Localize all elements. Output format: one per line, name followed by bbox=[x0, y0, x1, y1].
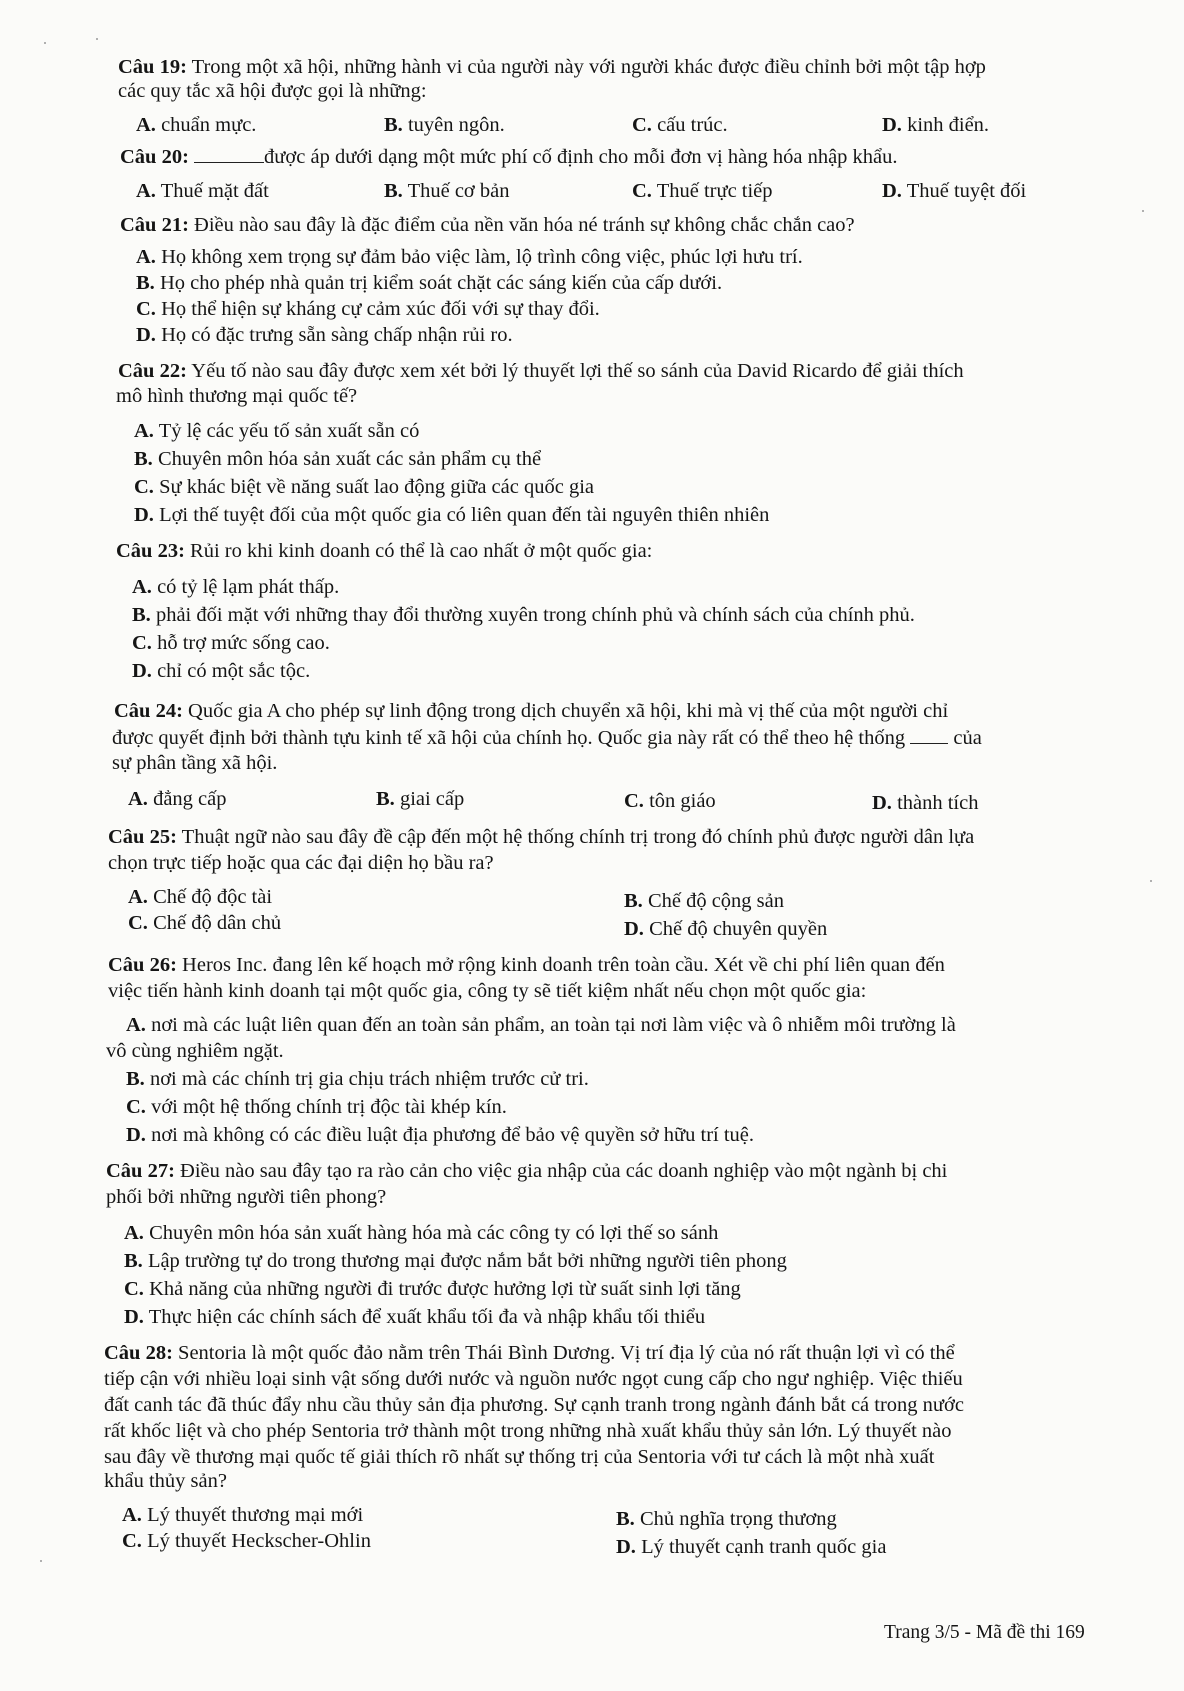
option-c[interactable]: C. cấu trúc. bbox=[632, 114, 728, 136]
question-stem bbox=[120, 214, 855, 236]
option-b[interactable]: B. Thuế cơ bản bbox=[384, 180, 510, 202]
option-d[interactable]: D. Chế độ chuyên quyền bbox=[624, 918, 828, 940]
question-label: Câu 28: bbox=[104, 1342, 173, 1364]
page-footer: Trang 3/5 - Mã đề thi 169 bbox=[884, 1622, 1085, 1643]
option-a[interactable]: A. chuẩn mực. bbox=[136, 114, 257, 136]
option-a[interactable]: A. Tỷ lệ các yếu tố sản xuất sẵn có bbox=[134, 420, 420, 442]
question-label: Câu 20: bbox=[120, 146, 189, 168]
option-d[interactable]: D. Thuế tuyệt đối bbox=[882, 180, 1027, 202]
question-stem bbox=[104, 1342, 955, 1364]
option-a[interactable]: A. Chuyên môn hóa sản xuất hàng hóa mà các công ty có lợi thế so sánh bbox=[124, 1222, 719, 1244]
question-text-line: mô hình thương mại quốc tế? bbox=[116, 385, 358, 407]
answer-blank bbox=[194, 162, 264, 163]
question-text: Quốc gia A cho phép sự linh động trong dịch chuyển xã hội, khi mà vị thế của một người chỉ bbox=[182, 700, 949, 722]
option-b[interactable]: B. Chuyên môn hóa sản xuất các sản phẩm cụ thể bbox=[134, 448, 542, 470]
option-c[interactable]: C. Chế độ dân chủ bbox=[128, 912, 282, 934]
scan-speck bbox=[96, 38, 98, 40]
question-stem bbox=[116, 540, 652, 562]
option-c[interactable]: C. Khả năng của những người đi trước được hưởng lợi từ suất sinh lợi tăng bbox=[124, 1278, 741, 1300]
question-stem bbox=[120, 146, 898, 168]
question-label: Câu 27: bbox=[106, 1160, 175, 1182]
option-b[interactable]: B. nơi mà các chính trị gia chịu trách nhiệm trước cử tri. bbox=[126, 1068, 589, 1090]
option-a[interactable]: A. có tỷ lệ lạm phát thấp. bbox=[132, 576, 340, 598]
scan-speck bbox=[44, 42, 46, 44]
option-d[interactable]: D. chỉ có một sắc tộc. bbox=[132, 660, 311, 682]
option-a-continuation: vô cùng nghiêm ngặt. bbox=[106, 1040, 284, 1062]
option-a[interactable]: A. Thuế mặt đất bbox=[136, 180, 269, 202]
question-stem bbox=[114, 700, 948, 722]
question-label: Câu 22: bbox=[118, 360, 187, 382]
option-a[interactable]: A. Chế độ độc tài bbox=[128, 886, 273, 908]
question-text: Trong một xã hội, những hành vi của người này với người khác được điều chỉnh bởi một tập hợp bbox=[186, 56, 986, 78]
scan-speck bbox=[1142, 210, 1144, 212]
question-text-line: sự phân tầng xã hội. bbox=[112, 752, 278, 774]
option-b[interactable]: B. Chủ nghĩa trọng thương bbox=[616, 1508, 837, 1530]
question-label: Câu 25: bbox=[108, 826, 177, 848]
option-d[interactable]: D. Lý thuyết cạnh tranh quốc gia bbox=[616, 1536, 887, 1558]
question-text: Heros Inc. đang lên kế hoạch mở rộng kinh doanh trên toàn cầu. Xét về chi phí liên quan đến bbox=[176, 954, 945, 976]
question-text-line: được quyết định bởi thành tựu kinh tế xã hội của chính họ. Quốc gia này rất có thể theo hệ thống của bbox=[112, 727, 982, 749]
question-text: Sentoria là một quốc đảo nằm trên Thái Bình Dương. Vị trí địa lý của nó rất thuận lợi vì có thể bbox=[172, 1342, 955, 1364]
scan-speck bbox=[1150, 880, 1152, 882]
option-c[interactable]: C. hỗ trợ mức sống cao. bbox=[132, 632, 330, 654]
question-text: Điều nào sau đây là đặc điểm của nền văn hóa né tránh sự không chắc chắn cao? bbox=[188, 214, 855, 236]
option-a[interactable]: A. Họ không xem trọng sự đảm bảo việc làm, lộ trình công việc, phúc lợi hưu trí. bbox=[136, 246, 803, 268]
question-text-line: đất canh tác đã thúc đẩy nhu cầu thủy sản địa phương. Sự cạnh tranh trong ngành đánh bắt cá trong nước bbox=[104, 1394, 964, 1416]
option-c[interactable]: C. Sự khác biệt về năng suất lao động giữa các quốc gia bbox=[134, 476, 594, 498]
option-a[interactable]: A. Lý thuyết thương mại mới bbox=[122, 1504, 364, 1526]
question-stem bbox=[108, 954, 945, 976]
question-text-line: tiếp cận với nhiều loại sinh vật sống dưới nước và nguồn nước ngọt cung cấp cho ngư nghiệp. Việc thiếu bbox=[104, 1368, 963, 1390]
question-label: Câu 23: bbox=[116, 540, 185, 562]
option-d[interactable]: D. thành tích bbox=[872, 792, 979, 814]
question-text-line: phối bởi những người tiên phong? bbox=[106, 1186, 387, 1208]
question-stem bbox=[118, 360, 964, 382]
option-c[interactable]: C. tôn giáo bbox=[624, 790, 716, 812]
question-stem bbox=[118, 56, 986, 78]
question-text-line: chọn trực tiếp hoặc qua các đại diện họ bầu ra? bbox=[108, 852, 494, 874]
question-text-line: khẩu thủy sản? bbox=[104, 1470, 227, 1492]
option-a[interactable]: A. nơi mà các luật liên quan đến an toàn sản phẩm, an toàn tại nơi làm việc và ô nhiễm môi trường là bbox=[126, 1014, 956, 1036]
option-d[interactable]: D. nơi mà không có các điều luật địa phương để bảo vệ quyền sở hữu trí tuệ. bbox=[126, 1124, 755, 1146]
option-b[interactable]: B. phải đối mặt với những thay đổi thường xuyên trong chính phủ và chính sách của chính phủ. bbox=[132, 604, 915, 626]
question-label: Câu 19: bbox=[118, 56, 187, 78]
question-text-line: việc tiến hành kinh doanh tại một quốc gia, công ty sẽ tiết kiệm nhất nếu chọn một quốc gia: bbox=[108, 980, 867, 1002]
question-label: Câu 24: bbox=[114, 700, 183, 722]
option-b[interactable]: B. Họ cho phép nhà quản trị kiểm soát chặt các sáng kiến của cấp dưới. bbox=[136, 272, 723, 294]
option-c[interactable]: C. Lý thuyết Heckscher-Ohlin bbox=[122, 1530, 371, 1552]
option-b[interactable]: B. Chế độ cộng sản bbox=[624, 890, 785, 912]
question-text-line: sau đây về thương mại quốc tế giải thích rõ nhất sự thống trị của Sentoria với tư cách là một nhà xuất bbox=[104, 1446, 935, 1468]
question-stem bbox=[106, 1160, 947, 1182]
option-d[interactable]: D. Lợi thế tuyệt đối của một quốc gia có liên quan đến tài nguyên thiên nhiên bbox=[134, 504, 770, 526]
option-b[interactable]: B. tuyên ngôn. bbox=[384, 114, 505, 136]
question-text: Rủi ro khi kinh doanh có thể là cao nhất ở một quốc gia: bbox=[184, 540, 653, 562]
question-stem bbox=[108, 826, 974, 848]
answer-blank bbox=[910, 743, 948, 744]
option-d[interactable]: D. Họ có đặc trưng sẵn sàng chấp nhận rủi ro. bbox=[136, 324, 513, 346]
question-text-line: các quy tắc xã hội được gọi là những: bbox=[118, 80, 427, 102]
option-b[interactable]: B. Lập trường tự do trong thương mại được nắm bắt bởi những người tiên phong bbox=[124, 1250, 787, 1272]
question-label: Câu 21: bbox=[120, 214, 189, 236]
question-label: Câu 26: bbox=[108, 954, 177, 976]
option-d[interactable]: D. Thực hiện các chính sách để xuất khẩu tối đa và nhập khẩu tối thiểu bbox=[124, 1306, 706, 1328]
question-text: Thuật ngữ nào sau đây đề cập đến một hệ thống chính trị trong đó chính phủ được người dân lựa bbox=[176, 826, 975, 848]
option-a[interactable]: A. đẳng cấp bbox=[128, 788, 227, 810]
question-text-line: rất khốc liệt và cho phép Sentoria trở thành một trong những nhà xuất khẩu thủy sản lớn. Lý thuyết nào bbox=[104, 1420, 952, 1442]
question-text: được áp dưới dạng một mức phí cố định cho mỗi đơn vị hàng hóa nhập khẩu. bbox=[264, 146, 898, 168]
question-text: Yếu tố nào sau đây được xem xét bởi lý thuyết lợi thế so sánh của David Ricardo để giải thích bbox=[186, 360, 964, 382]
option-b[interactable]: B. giai cấp bbox=[376, 788, 465, 810]
question-text: Điều nào sau đây tạo ra rào cản cho việc gia nhập của các doanh nghiệp vào một ngành bị chi bbox=[174, 1160, 948, 1182]
option-d[interactable]: D. kinh điển. bbox=[882, 114, 990, 136]
option-c[interactable]: C. với một hệ thống chính trị độc tài khép kín. bbox=[126, 1096, 507, 1118]
option-c[interactable]: C. Họ thể hiện sự kháng cự cảm xúc đối với sự thay đổi. bbox=[136, 298, 600, 320]
scan-speck bbox=[40, 1560, 42, 1562]
option-c[interactable]: C. Thuế trực tiếp bbox=[632, 180, 773, 202]
